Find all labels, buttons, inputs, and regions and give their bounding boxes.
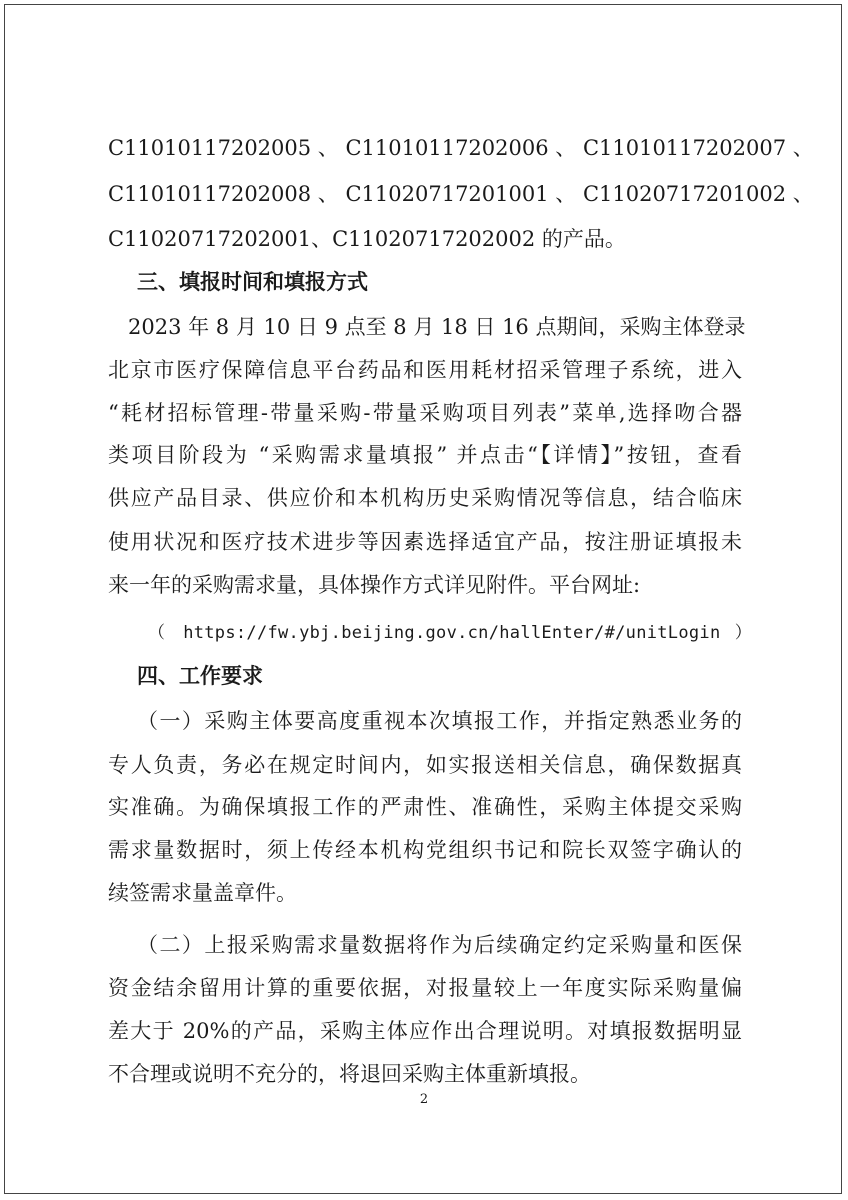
text-line: （一）采购主体要高度重视本次填报工作，并指定熟悉业务的: [137, 709, 742, 733]
text-line: C11020717202001、C11020717202002 的产品。: [108, 227, 626, 251]
text-line: 北京市医疗保障信息平台药品和医用耗材招采管理子系统，进入: [108, 358, 742, 382]
section-heading: 三、填报时间和填报方式: [137, 270, 368, 294]
text-line: C11010117202008 、 C11020717201001 、 C11020717201002 、: [108, 182, 814, 206]
text-line: 差大于 20%的产品，采购主体应作出合理说明。对填报数据明显: [108, 1019, 742, 1043]
text-line: “耗材招标管理-带量采购-带量采购项目列表”菜单,选择吻合器: [108, 401, 742, 425]
text-line: 需求量数据时，须上传经本机构党组织书记和院长双签字确认的: [108, 838, 742, 862]
section-heading: 四、工作要求: [137, 664, 263, 688]
text-line: （二）上报采购需求量数据将作为后续确定约定采购量和医保: [137, 933, 742, 957]
text-line: 不合理或说明不充分的，将退回采购主体重新填报。: [108, 1062, 591, 1086]
page-number: 2: [419, 1092, 429, 1107]
text-line: 供应产品目录、供应价和本机构历史采购情况等信息，结合临床: [108, 486, 742, 510]
text-line: 使用状况和医疗技术进步等因素选择适宜产品，按注册证填报未: [108, 530, 742, 554]
text-line: 实准确。为确保填报工作的严肃性、准确性，采购主体提交采购: [108, 795, 742, 819]
text-line: 类项目阶段为 “采购需求量填报” 并点击“【详情】”按钮，查看: [108, 443, 742, 467]
text-line: 来一年的采购需求量，具体操作方式详见附件。平台网址:: [108, 573, 641, 597]
text-line: 2023 年 8 月 10 日 9 点至 8 月 18 日 16 点期间，采购主体登录: [128, 315, 746, 339]
text-line: 资金结余留用计算的重要依据，对报量较上一年度实际采购量偏: [108, 976, 742, 1000]
text-line: 续签需求量盖章件。: [108, 881, 297, 905]
text-line: 专人负责，务必在规定时间内，如实报送相关信息，确保数据真: [108, 753, 742, 777]
text-line: C11010117202005 、 C11010117202006 、 C11010117202007 、: [108, 136, 814, 160]
platform-url: （ https://fw.ybj.beijing.gov.cn/hallEnter/#/unitLogin ）: [148, 623, 752, 643]
